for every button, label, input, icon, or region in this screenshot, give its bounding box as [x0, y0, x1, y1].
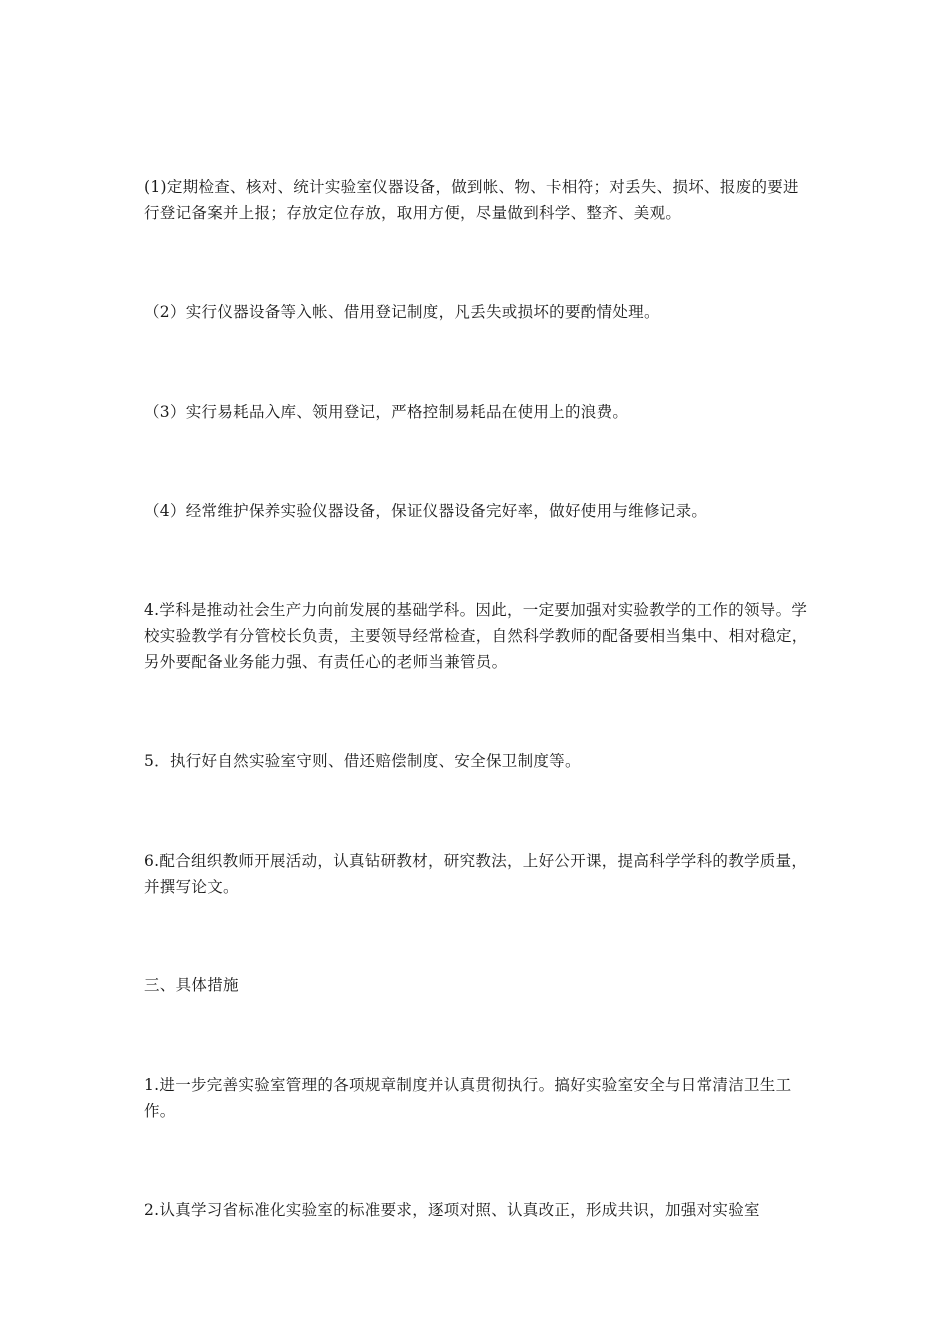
- section-heading: 三、具体措施: [144, 976, 239, 994]
- paragraph-point-5: 5．执行好自然实验室守则、借还赔偿制度、安全保卫制度等。: [144, 752, 581, 770]
- paragraph-point-6: 6.配合组织教师开展活动，认真钻研教材，研究教法，上好公开课，提高科学学科的教学质量，并撰写论文。: [144, 852, 808, 896]
- paragraph-point-4: 4.学科是推动社会生产力向前发展的基础学科。因此，一定要加强对实验教学的工作的领导。学校实验教学有分管校长负责，主要领导经常检查，自然科学教师的配备要相当集中、相对稳定，另外要配备业务能力强、有责任心的老师当兼管员。: [144, 601, 808, 671]
- paragraph-item-1: (1)定期检查、核对、统计实验室仪器设备，做到帐、物、卡相符；对丢失、损坏、报废的要进行登记备案并上报；存放定位存放，取用方便，尽量做到科学、整齐、美观。: [144, 178, 799, 222]
- paragraph-item-4: （4）经常维护保养实验仪器设备，保证仪器设备完好率，做好使用与维修记录。: [144, 502, 708, 520]
- paragraph-measure-2: 2.认真学习省标准化实验室的标准要求，逐项对照、认真改正，形成共识，加强对实验室: [144, 1201, 760, 1219]
- paragraph-item-3: （3）实行易耗品入库、领用登记，严格控制易耗品在使用上的浪费。: [144, 403, 629, 421]
- paragraph-measure-1: 1.进一步完善实验室管理的各项规章制度并认真贯彻执行。搞好实验室安全与日常清洁卫生工作。: [144, 1076, 792, 1120]
- paragraph-item-2: （2）实行仪器设备等入帐、借用登记制度，凡丢失或损坏的要酌情处理。: [144, 303, 660, 321]
